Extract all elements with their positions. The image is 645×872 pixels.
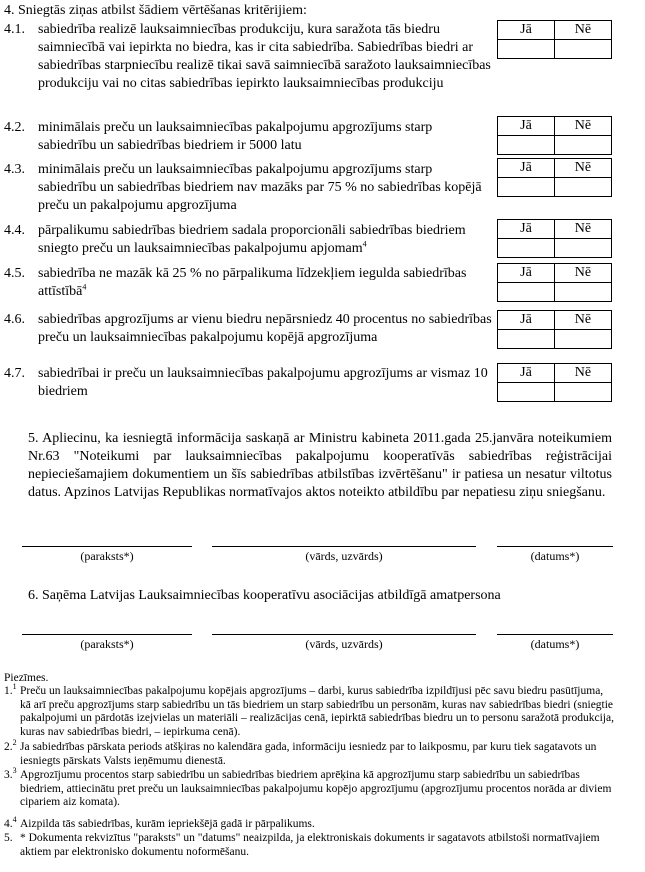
section-4-title: 4. Sniegtās ziņas atbilst šādiem vērtēšanas kritērijiem:	[4, 3, 307, 18]
note-text: Aizpilda tās sabiedrības, kurām iepriekšējā gadā ir pārpalikums.	[20, 818, 315, 830]
notes-title: Piezīmes.	[4, 672, 49, 684]
criterion-text: sabiedrībai ir preču un lauksaimniecības pakalpojumu apgrozījums ar vismaz 10 biedriem	[38, 366, 488, 399]
criterion-4-6	[0, 311, 492, 365]
footnote-sup: 4	[12, 815, 17, 825]
section-5-declaration: 5. Apliecinu, ka iesniegtā informācija saskaņā ar Ministru kabineta 2011.gada 25.janvāra noteikumiem Nr.63 "Noteikumi par lauksaimniecības pakalpojumu kooperatīvās sabiedrības reģistrācijai nepieciešamajiem dokumentiem un šīs sabiedrības atbilstības izvērtēšanu" ir patiesa un nesatur viltotus datus. Apzinos Latvijas Republikas normatīvajos aktos noteikto atbildību par nepatiesu ziņu sniegšanu.	[28, 431, 612, 500]
yes-label: Jā	[498, 364, 555, 383]
note-text: * Dokumenta rekvizītus "paraksts" un "datums" neaizpilda, ja elektroniskais dokuments ir sagatavots atbilstoši normatīvajiem aktiem par elektronisko dokumentu noformēšanu.	[20, 832, 600, 858]
criterion-text: minimālais preču un lauksaimniecības pakalpojumu apgrozījums starp sabiedrību un sabiedrības biedriem ir 5000 latu	[38, 120, 433, 153]
criterion-number: 4.6.	[4, 312, 25, 327]
criterion-number: 4.4.	[4, 223, 25, 238]
criterion-number: 4.7.	[4, 366, 25, 381]
yes-checkbox[interactable]	[498, 178, 555, 197]
criterion-4-4	[0, 222, 492, 258]
no-checkbox[interactable]	[554, 178, 611, 197]
criterion-text: minimālais preču un lauksaimniecības pakalpojumu apgrozījums starp sabiedrību un sabiedrības biedriem nav mazāks par 75 % no sabiedrības kopējā preču un pakalpojumu apgrozījuma	[38, 162, 482, 213]
note-text: Preču un lauksaimniecības pakalpojumu kopējais apgrozījums – darbi, kurus sabiedrība izpildījusi pēc savu biedru pasūtījuma, kā arī preču apgrozījums starp sabiedrību un tās biedriem un starp sabiedrību un personām, kuras nav sabiedrības biedri (sniegtie pakalpojumi un pārdotās izejvielas un materiāli – realizācijas cenā, iepirktā sabiedrības biedru un to personu saražotā produkcija, kuras nav sabiedrības biedri, – iepirkuma cenā).	[20, 685, 614, 738]
note-1	[0, 682, 615, 741]
criterion-number: 4.2.	[4, 120, 25, 135]
yes-checkbox[interactable]	[498, 239, 555, 258]
date-label: (datums*)	[530, 549, 580, 563]
no-label: Nē	[554, 264, 611, 283]
name-label: (vārds, uzvārds)	[305, 549, 383, 563]
name-line[interactable]	[212, 546, 476, 547]
yes-no-table-4-2	[497, 116, 612, 155]
no-label: Nē	[554, 117, 611, 136]
date-label: (datums*)	[530, 637, 580, 651]
no-checkbox[interactable]	[554, 383, 611, 402]
yes-label: Jā	[498, 264, 555, 283]
footnote-sup: 3	[12, 766, 17, 776]
note-2	[0, 738, 615, 769]
name-line[interactable]	[212, 634, 476, 635]
signature-line[interactable]	[22, 634, 192, 635]
criterion-text: sabiedrība realizē lauksaimniecības produkciju, kura saražota tās biedru saimniecībā vai iepirkta no biedra, kas ir cita sabiedrība. Sabiedrības biedri ar sabiedrības starpniecību realizē tikai savā saimniecībā saražoto lauksaimniecības produkciju vai no citas sabiedrības iepirkto lauksaimniecības produkciju	[38, 22, 491, 91]
criterion-4-5	[0, 265, 492, 301]
footnote-ref: 4	[362, 239, 367, 249]
no-label: Nē	[554, 220, 611, 239]
criterion-text: sabiedrības apgrozījums ar vienu biedru nepārsniedz 40 procentus no sabiedrības preču un lauksaimniecības pakalpojumu kopējā apgrozījuma	[38, 312, 492, 345]
yes-no-table-4-4	[497, 219, 612, 258]
note-text: Ja sabiedrības pārskata periods atšķiras no kalendāra gada, informāciju iesniedz par to laikposmu, par kuru tiek sagatavots un iesniegts pārskats Valsts ieņēmumu dienestā.	[20, 741, 597, 767]
no-label: Nē	[554, 311, 611, 330]
signature-line[interactable]	[22, 546, 192, 547]
note-number: 1.	[4, 685, 13, 697]
criterion-4-2	[0, 119, 492, 155]
criterion-4-1	[0, 21, 492, 111]
criterion-number: 4.3.	[4, 162, 25, 177]
criterion-4-3	[0, 161, 492, 215]
yes-label: Jā	[498, 311, 555, 330]
criterion-4-7	[0, 365, 492, 401]
note-5	[0, 832, 615, 860]
yes-no-table-4-1	[497, 20, 612, 59]
yes-label: Jā	[498, 159, 555, 178]
no-label: Nē	[554, 21, 611, 40]
footnote-ref: 4	[82, 282, 87, 292]
footnote-sup: 2	[12, 738, 17, 748]
note-number: 3.	[4, 769, 13, 781]
note-4	[0, 815, 615, 832]
no-label: Nē	[554, 364, 611, 383]
date-line[interactable]	[497, 634, 613, 635]
signature-label: (paraksts*)	[80, 549, 134, 563]
note-number: 2.	[4, 741, 13, 753]
criterion-text: pārpalikumu sabiedrības biedriem sadala proporcionāli sabiedrības biedriem sniegto preču un lauksaimniecības pakalpojumu apjomam	[38, 223, 466, 256]
yes-checkbox[interactable]	[498, 40, 555, 59]
footnote-sup: 1	[12, 682, 17, 692]
yes-no-table-4-3	[497, 158, 612, 197]
no-checkbox[interactable]	[554, 239, 611, 258]
yes-checkbox[interactable]	[498, 330, 555, 349]
note-3	[0, 766, 615, 811]
signature-label: (paraksts*)	[80, 637, 134, 651]
section-6-title: 6. Saņēma Latvijas Lauksaimniecības kooperatīvu asociācijas atbildīgā amatpersona	[28, 588, 501, 603]
note-text: Apgrozījumu procentos starp sabiedrību un sabiedrības biedriem aprēķina kā apgrozījumu starp sabiedrību un sabiedrības biedriem, attiecinātu pret preču un lauksaimniecības pakalpojumu kopējo apgrozījumu (apgrozījumu procentos norāda ar diviem cipariem aiz komata).	[20, 769, 612, 809]
yes-no-table-4-5	[497, 263, 612, 302]
no-checkbox[interactable]	[554, 40, 611, 59]
yes-checkbox[interactable]	[498, 383, 555, 402]
note-number: 5.	[4, 832, 13, 844]
date-line[interactable]	[497, 546, 613, 547]
yes-label: Jā	[498, 117, 555, 136]
criterion-number: 4.1.	[4, 22, 25, 37]
no-checkbox[interactable]	[554, 136, 611, 155]
yes-no-table-4-6	[497, 310, 612, 349]
no-label: Nē	[554, 159, 611, 178]
yes-checkbox[interactable]	[498, 283, 555, 302]
note-number: 4.	[4, 818, 13, 830]
yes-no-table-4-7	[497, 363, 612, 402]
no-checkbox[interactable]	[554, 330, 611, 349]
yes-label: Jā	[498, 220, 555, 239]
yes-checkbox[interactable]	[498, 136, 555, 155]
criterion-text: sabiedrība ne mazāk kā 25 % no pārpalikuma līdzekļiem iegulda sabiedrības attīstībā	[38, 266, 467, 299]
criterion-number: 4.5.	[4, 266, 25, 281]
yes-label: Jā	[498, 21, 555, 40]
name-label: (vārds, uzvārds)	[305, 637, 383, 651]
no-checkbox[interactable]	[554, 283, 611, 302]
